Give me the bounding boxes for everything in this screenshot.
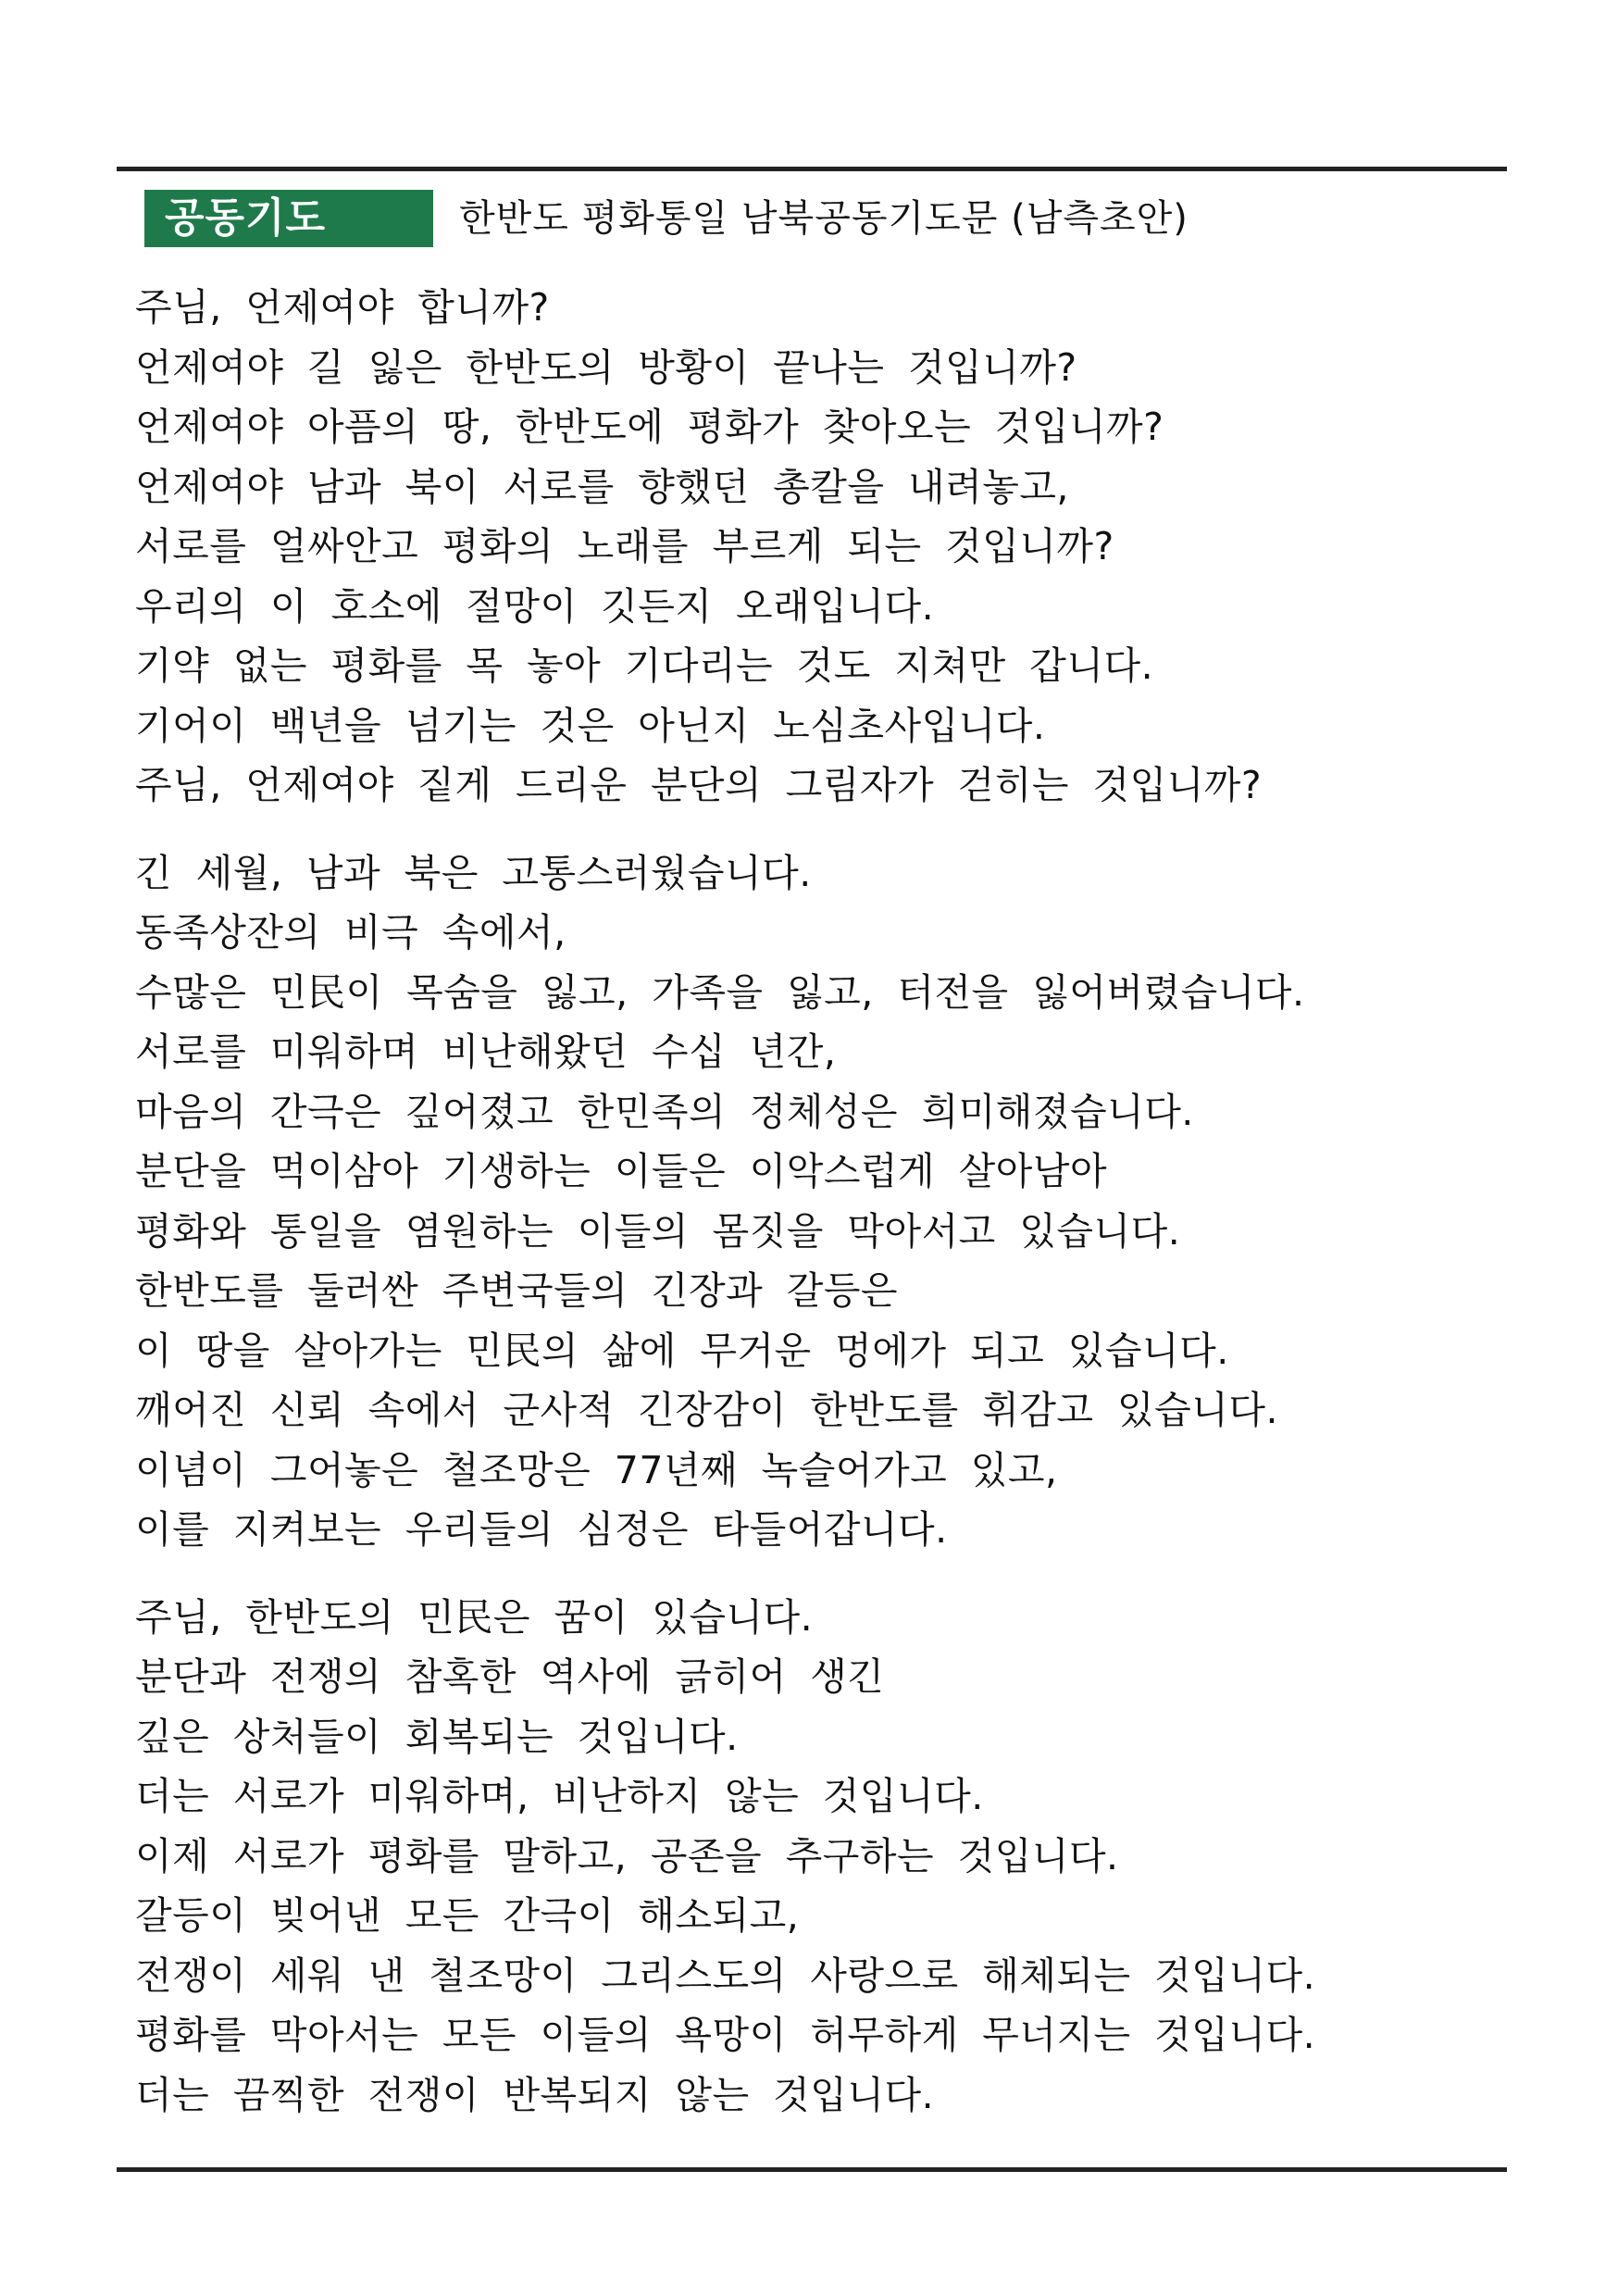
prayer-line: 기약 없는 평화를 목 놓아 기다리는 것도 지쳐만 갑니다. bbox=[135, 643, 1154, 688]
prayer-line: 평화를 막아서는 모든 이들의 욕망이 허무하게 무너지는 것입니다. bbox=[135, 2013, 1316, 2057]
prayer-line: 서로를 얼싸안고 평화의 노래를 부르게 되는 것입니까? bbox=[135, 524, 1114, 568]
section-tag: 공동기도 bbox=[144, 190, 433, 247]
prayer-line: 긴 세월, 남과 북은 고통스러웠습니다. bbox=[135, 850, 812, 895]
prayer-line: 이제 서로가 평화를 말하고, 공존을 추구하는 것입니다. bbox=[135, 1833, 1119, 1878]
prayer-line: 수많은 민民이 목숨을 잃고, 가족을 잃고, 터전을 잃어버렸습니다. bbox=[135, 969, 1305, 1015]
prayer-line: 한반도를 둘러싼 주변국들의 긴장과 갈등은 bbox=[135, 1268, 899, 1313]
prayer-line: 분단과 전쟁의 참혹한 역사에 긁히어 생긴 bbox=[135, 1654, 885, 1699]
prayer-line: 더는 서로가 미워하며, 비난하지 않는 것입니다. bbox=[135, 1774, 984, 1818]
stanza-1 bbox=[135, 278, 1487, 816]
prayer-line: 전쟁이 세워 낸 철조망이 그리스도의 사랑으로 해체되는 것입니다. bbox=[135, 1953, 1316, 1998]
prayer-line: 깊은 상처들이 회복되는 것입니다. bbox=[135, 1714, 739, 1759]
prayer-line: 언제여야 아픔의 땅, 한반도에 평화가 찾아오는 것입니까? bbox=[135, 405, 1164, 449]
prayer-body bbox=[135, 278, 1487, 2152]
prayer-line: 갈등이 빚어낸 모든 간극이 해소되고, bbox=[135, 1893, 800, 1938]
prayer-line: 언제여야 남과 북이 서로를 향했던 총칼을 내려놓고, bbox=[135, 464, 1069, 509]
prayer-line: 평화와 통일을 염원하는 이들의 몸짓을 막아서고 있습니다. bbox=[135, 1208, 1181, 1254]
stanza-3 bbox=[135, 1588, 1487, 2126]
prayer-line: 분단을 먹이삼아 기생하는 이들은 이악스럽게 살아남아 bbox=[135, 1149, 1108, 1193]
prayer-line: 서로를 미워하며 비난해왔던 수십 년간, bbox=[135, 1029, 837, 1074]
prayer-line: 깨어진 신뢰 속에서 군사적 긴장감이 한반도를 휘감고 있습니다. bbox=[135, 1388, 1279, 1432]
prayer-line: 이 땅을 살아가는 민民의 삶에 무거운 멍에가 되고 있습니다. bbox=[135, 1328, 1229, 1373]
prayer-line: 마음의 간극은 깊어졌고 한민족의 정체성은 희미해졌습니다. bbox=[135, 1089, 1194, 1134]
section-header bbox=[144, 190, 1189, 247]
prayer-line: 주님, 언제여야 합니까? bbox=[135, 285, 550, 330]
bottom-rule bbox=[117, 2167, 1507, 2172]
stanza-2 bbox=[135, 843, 1487, 1560]
prayer-line: 이념이 그어놓은 철조망은 77년째 녹슬어가고 있고, bbox=[135, 1447, 1058, 1492]
prayer-line: 주님, 언제여야 짙게 드리운 분단의 그림자가 걷히는 것입니까? bbox=[135, 763, 1263, 807]
prayer-line: 이를 지켜보는 우리들의 심정은 타들어갑니다. bbox=[135, 1507, 948, 1552]
prayer-line: 동족상잔의 비극 속에서, bbox=[135, 910, 566, 955]
prayer-line: 기어이 백년을 넘기는 것은 아닌지 노심초사입니다. bbox=[135, 703, 1046, 748]
prayer-line: 더는 끔찍한 전쟁이 반복되지 않는 것입니다. bbox=[135, 2072, 935, 2117]
prayer-line: 주님, 한반도의 민民은 꿈이 있습니다. bbox=[135, 1594, 814, 1640]
page-title: 한반도 평화통일 남북공동기도문 (남측초안) bbox=[459, 197, 1189, 240]
prayer-line: 우리의 이 호소에 절망이 깃든지 오래입니다. bbox=[135, 583, 935, 629]
prayer-line: 언제여야 길 잃은 한반도의 방황이 끝나는 것입니까? bbox=[135, 344, 1077, 390]
top-rule bbox=[117, 167, 1507, 171]
